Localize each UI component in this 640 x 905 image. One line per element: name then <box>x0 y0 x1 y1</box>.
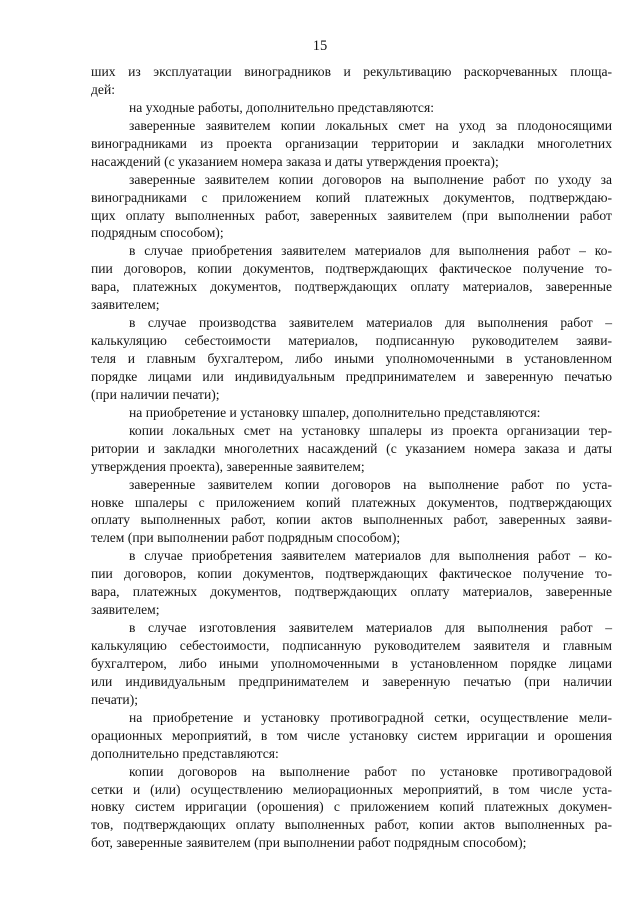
text-line: сетки и (или) осуществлению мелиорационных мероприятий, в том числе уста- <box>91 781 612 797</box>
text-line: телем (при выполнении работ подрядным способом); <box>91 530 401 546</box>
text-line: на приобретение и установку шпалер, дополнительно представляются: <box>129 404 541 420</box>
text-line: бухгалтером, либо иными уполномоченными в установленном порядке лицами <box>91 655 612 671</box>
text-line: виноградниками из проекта организации территории и закладки многолетних <box>91 135 612 151</box>
text-line: в случае производства заявителем материалов для выполнения работ – <box>129 315 612 331</box>
text-line: копии локальных смет на установку шпалеры из проекта организации тер- <box>129 422 612 438</box>
text-line: бот, заверенные заявителем (при выполнении работ подрядным способом); <box>91 835 527 851</box>
text-line: тов, подтверждающих оплату выполненных работ, копии актов выполненных ра- <box>91 817 612 833</box>
text-line: подрядным способом); <box>91 225 224 241</box>
text-line: (при наличии печати); <box>91 386 220 402</box>
text-line: орационных мероприятий, в том числе установку систем ирригации и орошения <box>91 727 612 743</box>
text-line: теля и главным бухгалтером, либо иными уполномоченными в установленном <box>91 351 612 366</box>
text-line: вара, платежных документов, подтверждающих оплату материалов, заверенные <box>91 584 612 600</box>
text-line: заверенные заявителем копии локальных смет на уход за плодоносящими <box>129 117 612 133</box>
text-line: в случае изготовления заявителем материалов для выполнения работ – <box>129 620 612 636</box>
text-line: на приобретение и установку противоградной сетки, осуществление мели- <box>129 709 612 725</box>
text-line: в случае приобретения заявителем материалов для выполнения работ – ко- <box>129 548 612 564</box>
text-line: в случае приобретения заявителем материалов для выполнения работ – ко- <box>129 243 612 259</box>
text-line: печати); <box>91 691 139 707</box>
text-line: новку систем ирригации (орошения) с приложением копий платежных докумен- <box>91 799 612 815</box>
text-line: калькуляцию себестоимости материалов, подписанную руководителем заяви- <box>91 333 612 349</box>
text-line: дей: <box>91 81 116 97</box>
text-line: порядке лицами или индивидуальным предпринимателем и заверенную печатью <box>91 368 612 384</box>
page-number: 15 <box>312 38 328 54</box>
text-line: оплату выполненных работ, копии актов выполненных работ, заверенных заяви- <box>91 512 612 528</box>
text-line: дополнительно представляются: <box>91 745 279 761</box>
text-line: вара, платежных документов, подтверждающих оплату материалов, заверенные <box>91 279 612 295</box>
text-line: ших из эксплуатации виноградников и рекультивацию раскорчеванных площа- <box>91 64 612 79</box>
text-line: пии договоров, копии документов, подтверждающих фактическое получение то- <box>91 566 612 582</box>
text-line: копии договоров на выполнение работ по установке противоградовой <box>129 763 612 779</box>
text-line: утверждения проекта), заверенные заявителем; <box>91 458 365 474</box>
body-text <box>91 63 612 852</box>
text-line: заверенные заявителем копии договоров на выполнение работ по уходу за <box>129 171 612 187</box>
text-line: пии договоров, копии документов, подтверждающих фактическое получение то- <box>91 261 612 277</box>
text-line: или индивидуальным предпринимателем и заверенную печатью (при наличии <box>91 673 612 689</box>
text-line: новке шпалеры с приложением копий платежных документов, подтверждающих <box>91 494 612 510</box>
text-line: заверенные заявителем копии договоров на выполнение работ по уста- <box>129 476 612 492</box>
text-line: ритории и закладки многолетних насаждений (с указанием номера заказа и даты <box>91 440 612 456</box>
text-line: калькуляцию себестоимости, подписанную руководителем заявителя и главным <box>91 638 612 653</box>
text-line: заявителем; <box>91 297 160 313</box>
text-line: заявителем; <box>91 602 160 618</box>
text-line: на уходные работы, дополнительно представляются: <box>129 99 434 115</box>
text-line: насаждений (с указанием номера заказа и даты утверждения проекта); <box>91 153 499 169</box>
text-line: щих оплату выполненных работ, заверенных заявителем (при выполнении работ <box>91 207 612 223</box>
text-line: виноградниками с приложением копий платежных документов, подтверждаю- <box>91 189 612 205</box>
